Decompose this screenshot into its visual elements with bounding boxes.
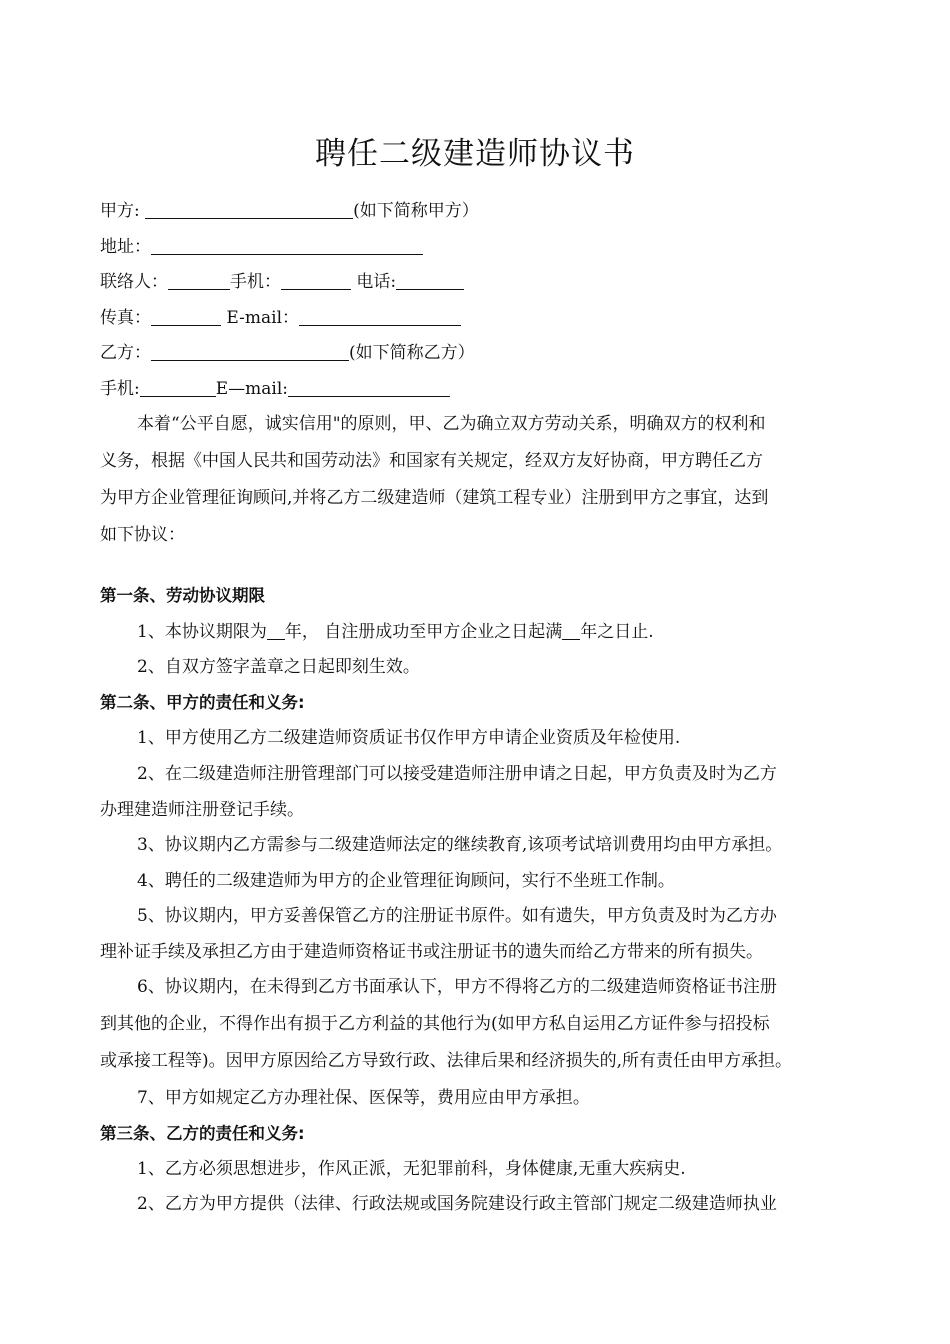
- party-b-label: 乙方：: [100, 343, 151, 363]
- b-email-blank[interactable]: [288, 379, 450, 397]
- term-years-blank[interactable]: [267, 622, 285, 640]
- article-1-item-2: 2、自双方签字盖章之日起即刻生效。: [137, 657, 420, 677]
- article-2-heading: 第二条、甲方的责任和义务:: [100, 693, 305, 712]
- phone-blank[interactable]: [396, 272, 464, 290]
- article-2-line: 1、甲方使用乙方二级建造师资质证书仅作甲方申请企业资质及年检使用.: [137, 728, 681, 748]
- article-2-line: 2、在二级建造师注册管理部门可以接受建造师注册申请之日起，甲方负责及时为乙方: [137, 764, 777, 784]
- contact-blank[interactable]: [168, 272, 230, 290]
- party-a-blank[interactable]: [145, 201, 353, 219]
- article-2-line: 3、协议期内乙方需参与二级建造师法定的继续教育,该项考试培训费用均由甲方承担。: [137, 835, 783, 855]
- address-blank[interactable]: [151, 237, 423, 255]
- article-3-line: 2、乙方为甲方提供（法律、行政法规或国务院建设行政主管部门规定二级建造师执业: [137, 1194, 777, 1214]
- phone-label: 电话:: [351, 272, 397, 292]
- party-b-blank[interactable]: [151, 343, 349, 361]
- party-a-label: 甲方:: [100, 201, 146, 221]
- article-1-item-1: [137, 621, 654, 643]
- preamble-line: 义务，根据《中国人民共和国劳动法》和国家有关规定，经双方友好协商，甲方聘任乙方: [100, 451, 763, 471]
- fax-label: 传真：: [100, 308, 151, 328]
- mobile-label: 手机：: [230, 272, 281, 292]
- preamble-line: 为甲方企业管理征询顾问,并将乙方二级建造师（建筑工程专业）注册到甲方之事宜，达到: [100, 488, 769, 508]
- article-1-item-1-b: 年， 自注册成功至甲方企业之日起满: [284, 622, 563, 642]
- term-end-years-blank[interactable]: [562, 622, 580, 640]
- b-mobile-label: 手机:: [100, 379, 140, 399]
- document-title: 聘任二级建造师协议书: [315, 136, 635, 172]
- fax-line: [100, 307, 461, 329]
- preamble-line: 如下协议：: [100, 525, 185, 545]
- party-b-note: (如下简称乙方）: [349, 343, 475, 363]
- party-b-line: [100, 342, 475, 364]
- article-2-line: 到其他的企业，不得作出有损于乙方利益的其他行为(如甲方私自运用乙方证件参与招投标: [100, 1014, 770, 1034]
- contact-line: [100, 271, 464, 293]
- preamble-line: 本着“公平自愿，诚实信用"的原则，甲、乙为确立双方劳动关系，明确双方的权利和: [137, 414, 766, 434]
- article-3-heading: 第三条、乙方的责任和义务:: [100, 1124, 305, 1143]
- party-a-note: (如下简称甲方）: [353, 201, 479, 221]
- email-blank[interactable]: [299, 308, 461, 326]
- b-mobile-blank[interactable]: [140, 379, 216, 397]
- article-3-line: 1、乙方必须思想进步，作风正派，无犯罪前科，身体健康,无重大疾病史.: [137, 1159, 686, 1179]
- article-1-heading: 第一条、劳动协议期限: [100, 586, 265, 605]
- address-label: 地址：: [100, 237, 151, 257]
- article-2-line: 6、协议期内，在未得到乙方书面承认下，甲方不得将乙方的二级建造师资格证书注册: [137, 977, 777, 997]
- fax-blank[interactable]: [151, 308, 221, 326]
- article-2-line: 4、聘任的二级建造师为甲方的企业管理征询顾问，实行不坐班工作制。: [137, 871, 675, 891]
- article-2-line: 或承接工程等)。因甲方原因给乙方导致行政、法律后果和经济损失的,所有责任由甲方承担。: [100, 1051, 793, 1071]
- article-2-line: 5、协议期内，甲方妥善保管乙方的注册证书原件。如有遗失，甲方负责及时为乙方办: [137, 906, 777, 926]
- article-2-line: 7、甲方如规定乙方办理社保、医保等，费用应由甲方承担。: [137, 1088, 590, 1108]
- address-line: [100, 236, 423, 258]
- article-1-item-1-c: 年之日止.: [580, 622, 654, 642]
- article-2-line: 办理建造师注册登记手续。: [100, 800, 304, 820]
- mobile-blank[interactable]: [281, 272, 351, 290]
- email-label: E-mail：: [221, 308, 300, 328]
- contact-label: 联络人：: [100, 272, 168, 292]
- party-b-contact-line: [100, 378, 450, 400]
- article-1-item-1-a: 1、本协议期限为: [137, 622, 267, 642]
- party-a-line: [100, 200, 479, 222]
- article-2-line: 理补证手续及承担乙方由于建造师资格证书或注册证书的遗失而给乙方带来的所有损失。: [100, 942, 763, 962]
- b-email-label: E—mail:: [215, 379, 289, 399]
